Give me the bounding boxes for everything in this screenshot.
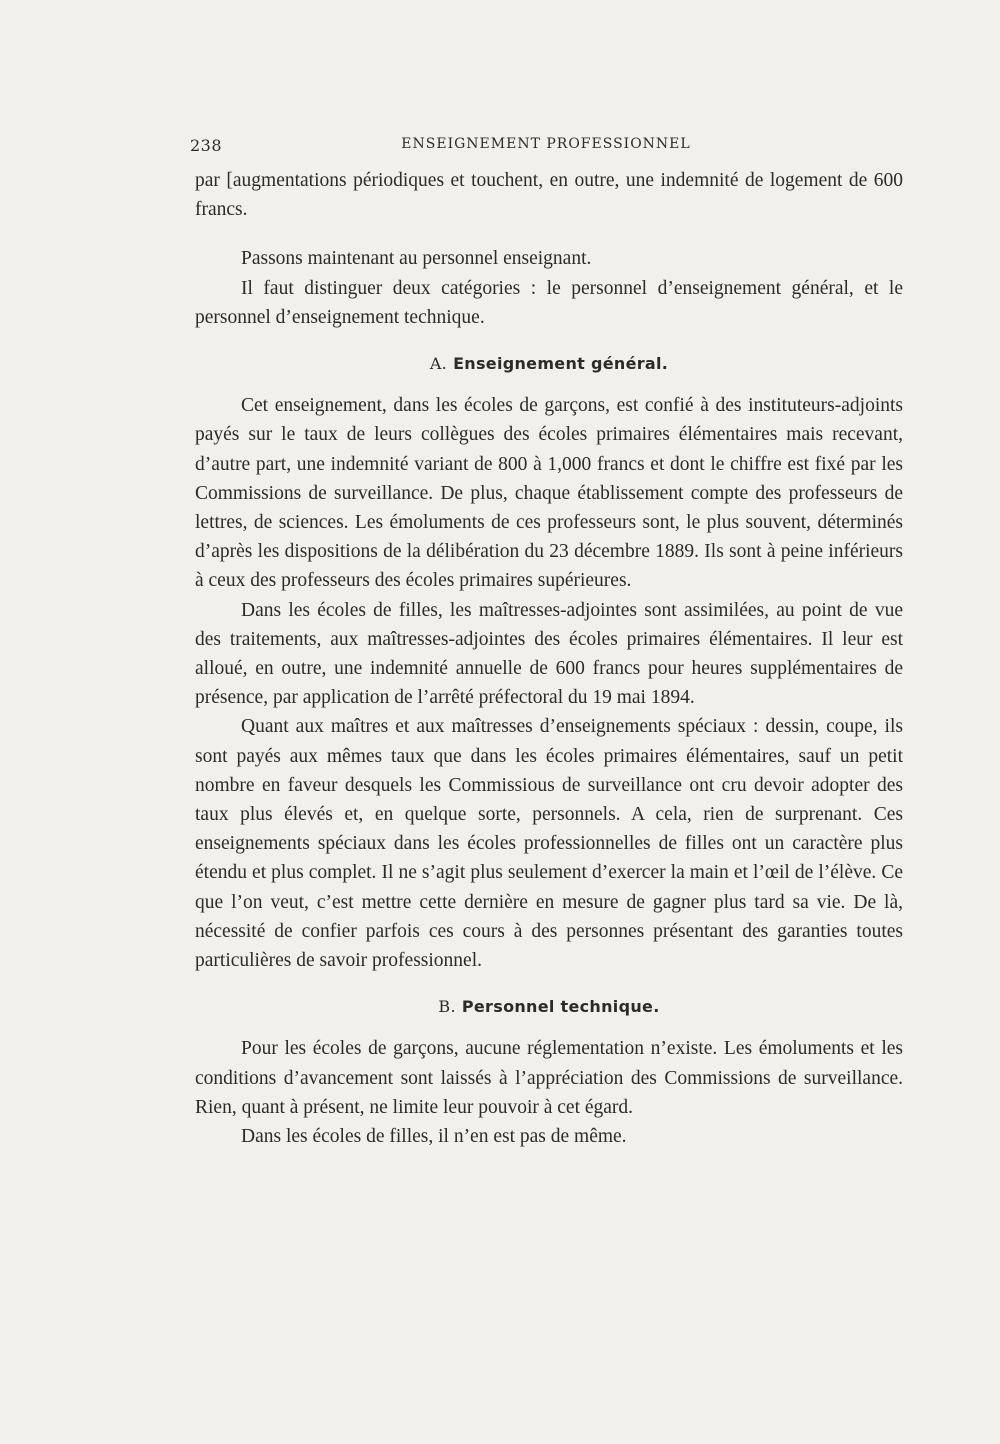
page-number: 238	[190, 136, 223, 155]
paragraph-2: Passons maintenant au personnel enseignant.	[241, 248, 592, 270]
section-heading-a	[195, 349, 903, 378]
paragraph-7: Pour les écoles de garçons, aucune réglementation n’existe. Les émoluments et les conditions d’avancement sont laissés à l’appréciation des Commissions de surveillance. Rien, quant à présent, ne limite leur pouvoir à cet égard.	[195, 1038, 903, 1118]
paragraph-1: par [augmentations périodiques et touchent, en outre, une indemnité de logement de 600 francs.	[195, 170, 903, 221]
page-body	[195, 166, 903, 1151]
section-b-title: Personnel technique.	[461, 997, 660, 1017]
section-heading-b	[195, 992, 903, 1021]
section-a-letter: A.	[429, 354, 448, 374]
paragraph-4: Cet enseignement, dans les écoles de garçons, est confié à des instituteurs-adjoints payés sur le taux de leurs collègues des écoles primaires élémentaires mais recevant, d’autre part, une indemnité variant de 800 à 1,000 francs et dont le chiffre est fixé par les Commissions de surveillance. De plus, chaque établissement compte des professeurs de lettres, de sciences. Les émoluments de ces professeurs sont, le plus souvent, déterminés d’après les dispositions de la délibération du 23 décembre 1889. Ils sont à peine inférieurs à ceux des professeurs des écoles primaires supérieures.	[195, 395, 903, 592]
paragraph-8: Dans les écoles de filles, il n’en est pas de même.	[241, 1126, 627, 1148]
section-a-title: Enseignement général.	[453, 354, 669, 374]
paragraph-3: Il faut distinguer deux catégories : le personnel d’enseignement général, et le personnel d’enseignement technique.	[195, 277, 903, 328]
section-b-letter: B.	[438, 997, 456, 1017]
paragraph-6: Quant aux maîtres et aux maîtresses d’enseignements spéciaux : dessin, coupe, ils sont payés aux mêmes taux que dans les écoles primaires élémentaires, sauf un petit nombre en faveur desquels les Commissious de surveillance ont cru devoir adopter des taux plus élevés et, en quelque sorte, personnels. A cela, rien de surprenant. Ces enseignements spéciaux dans les écoles professionnelles de filles ont un caractère plus étendu et plus complet. Il ne s’agit plus seulement d’exercer la main et l’œil de l’élève. Ce que l’on veut, c’est mettre cette dernière en mesure de gagner plus tard sa vie. De là, nécessité de confier parfois ces cours à des personnes présentant des garanties toutes particulières de savoir professionnel.	[195, 716, 903, 972]
page-header	[190, 136, 902, 158]
paragraph-5: Dans les écoles de filles, les maîtresses-adjointes sont assimilées, au point de vue des traitements, aux maîtresses-adjointes des écoles primaires élémentaires. Il leur est alloué, en outre, une indemnité annuelle de 600 francs pour heures supplémentaires de présence, par application de l’arrêté préfectoral du 19 mai 1894.	[195, 599, 903, 709]
running-title: ENSEIGNEMENT PROFESSIONNEL	[401, 136, 691, 152]
